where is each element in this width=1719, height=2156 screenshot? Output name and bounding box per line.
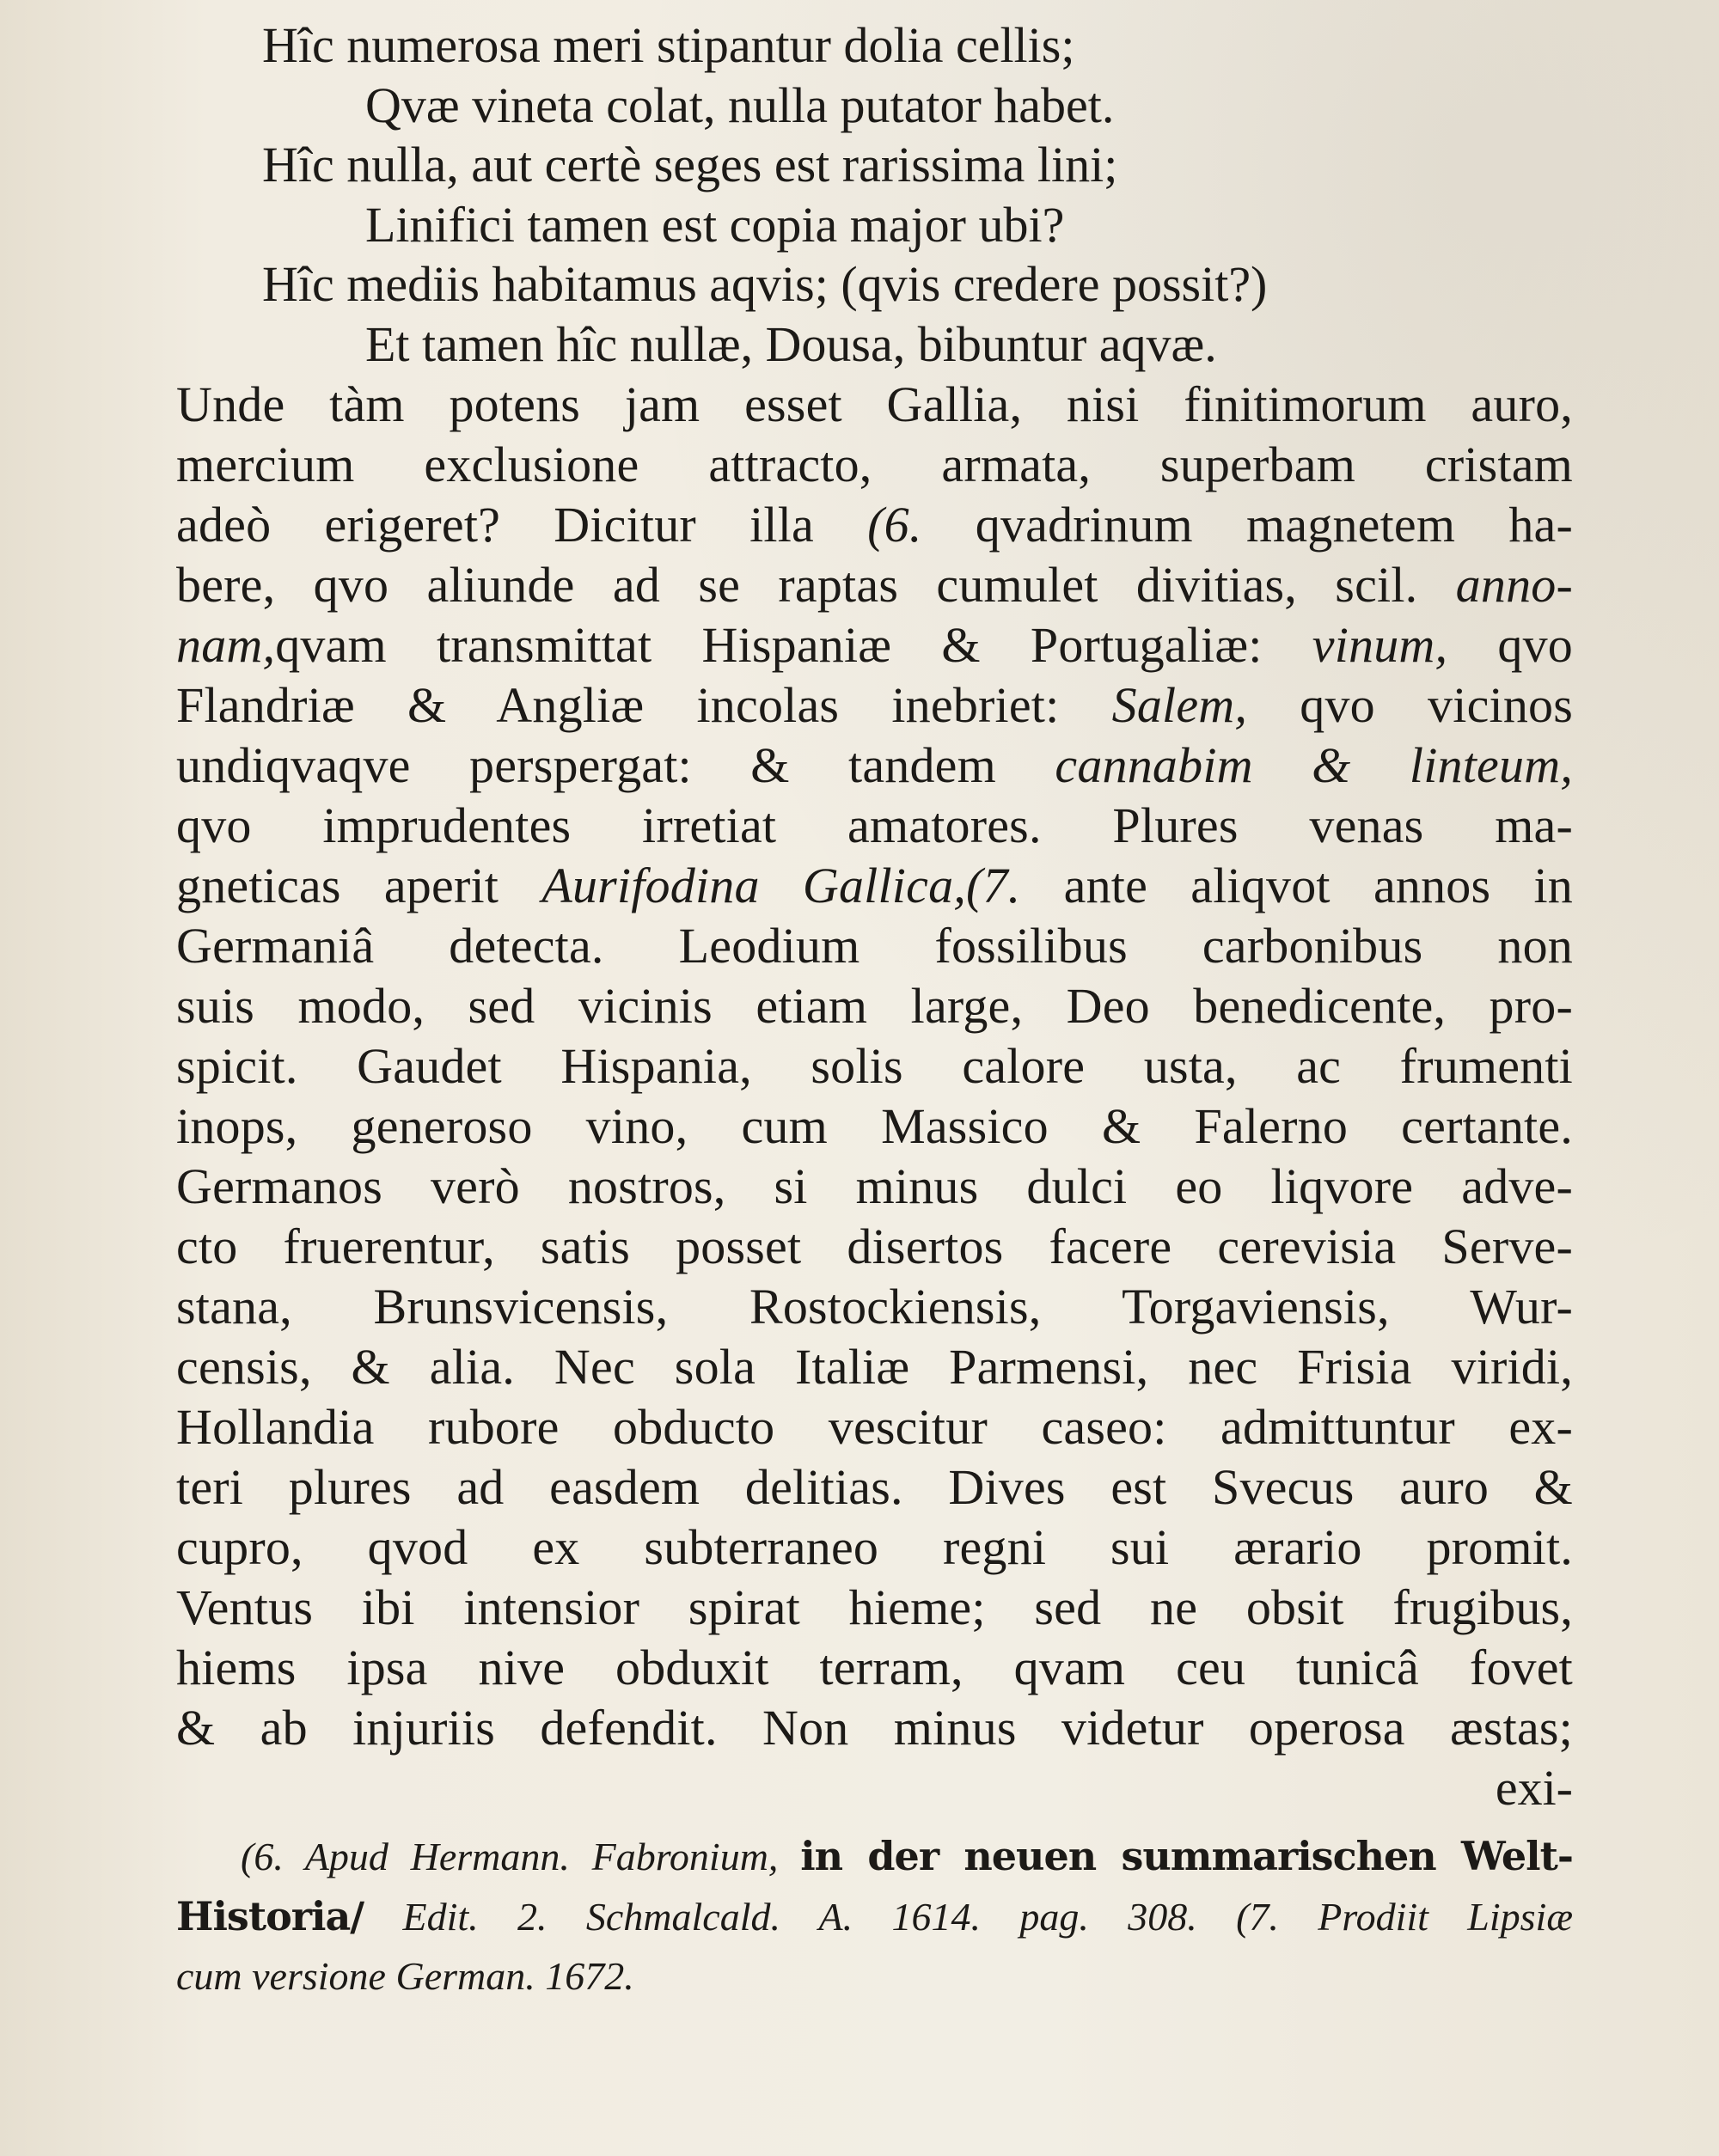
blackletter-text: in der neuen summarischen Welt- bbox=[800, 1833, 1573, 1879]
prose-line: Ventus ibi intensior spirat hieme; sed ne obsit frugibus, bbox=[176, 1579, 1573, 1635]
prose-line: Germanos verò nostros, si minus dulci eo liqvore adve- bbox=[176, 1158, 1573, 1214]
verse-line: Hîc nulla, aut certè seges est rarissima lini; bbox=[262, 137, 1118, 192]
prose-line: Unde tàm potens jam esset Gallia, nisi finitimorum auro, bbox=[176, 376, 1573, 432]
prose-line: spicit. Gaudet Hispania, solis calore usta, ac frumenti bbox=[176, 1038, 1573, 1094]
verse-line: Linifici tamen est copia major ubi? bbox=[365, 197, 1065, 253]
prose-line: stana, Brunsvicensis, Rostockiensis, Torgaviensis, Wur- bbox=[176, 1279, 1573, 1335]
prose-line: Flandriæ & Angliæ incolas inebriet: Salem, qvo vicinos bbox=[176, 677, 1573, 733]
prose-line: suis modo, sed vicinis etiam large, Deo benedicente, pro- bbox=[176, 978, 1573, 1034]
verse-line: Et tamen hîc nullæ, Dousa, bibuntur aqvæ. bbox=[365, 316, 1217, 372]
blackletter-text: Historia/ bbox=[176, 1893, 364, 1939]
verse-line: Qvæ vineta colat, nulla putator habet. bbox=[365, 77, 1115, 133]
prose-line: Hollandia rubore obducto vescitur caseo: admittuntur ex- bbox=[176, 1399, 1573, 1455]
prose-line: teri plures ad easdem delitias. Dives est Svecus auro & bbox=[176, 1459, 1573, 1515]
prose-line: gneticas aperit Aurifodina Gallica,(7. ante aliqvot annos in bbox=[176, 858, 1574, 913]
prose-line: cupro, qvod ex subterraneo regni sui ærario promit. bbox=[176, 1519, 1573, 1575]
prose-line: censis, & alia. Nec sola Italiæ Parmensi, nec Frisia viridi, bbox=[176, 1339, 1573, 1395]
footnote-ref: (7. bbox=[965, 858, 1021, 913]
footnote-ref: (6. bbox=[867, 497, 922, 553]
prose-line: undiqvaqve perspergat: & tandem cannabim & linteum, bbox=[176, 737, 1573, 793]
prose-line: cto fruerentur, satis posset disertos facere cerevisia Serve- bbox=[176, 1218, 1573, 1274]
prose-line: qvo imprudentes irretiat amatores. Plures venas ma- bbox=[176, 797, 1573, 853]
prose-line: nam,qvam transmittat Hispaniæ & Portugaliæ: vinum, qvo bbox=[176, 617, 1574, 673]
prose-line: & ab injuriis defendit. Non minus videtur operosa æstas; bbox=[176, 1700, 1573, 1756]
verse-line: Hîc mediis habitamus aqvis; (qvis credere possit?) bbox=[262, 256, 1268, 312]
prose-line: bere, qvo aliunde ad se raptas cumulet divitias, scil. anno- bbox=[176, 557, 1573, 613]
prose-line: Germaniâ detecta. Leodium fossilibus carbonibus non bbox=[176, 918, 1573, 974]
catchword: exi- bbox=[1495, 1760, 1573, 1816]
prose-line: hiems ipsa nive obduxit terram, qvam ceu tunicâ fovet bbox=[176, 1640, 1573, 1695]
verse-line: Hîc numerosa meri stipantur dolia cellis; bbox=[262, 17, 1075, 73]
footnote-line: Historia/ Edit. 2. Schmalcald. A. 1614. pag. 308. (7. Prodiit Lipsiæ bbox=[176, 1893, 1574, 1939]
prose-line: inops, generoso vino, cum Massico & Falerno certante. bbox=[176, 1098, 1573, 1154]
prose-line: mercium exclusione attracto, armata, superbam cristam bbox=[176, 437, 1573, 492]
footnote-line: (6. Apud Hermann. Fabronium, in der neuen summarischen Welt- bbox=[241, 1833, 1573, 1879]
prose-line: adeò erigeret? Dicitur illa (6. qvadrinum magnetem ha- bbox=[176, 497, 1573, 553]
footnote-line: cum versione German. 1672. bbox=[176, 1954, 634, 1998]
